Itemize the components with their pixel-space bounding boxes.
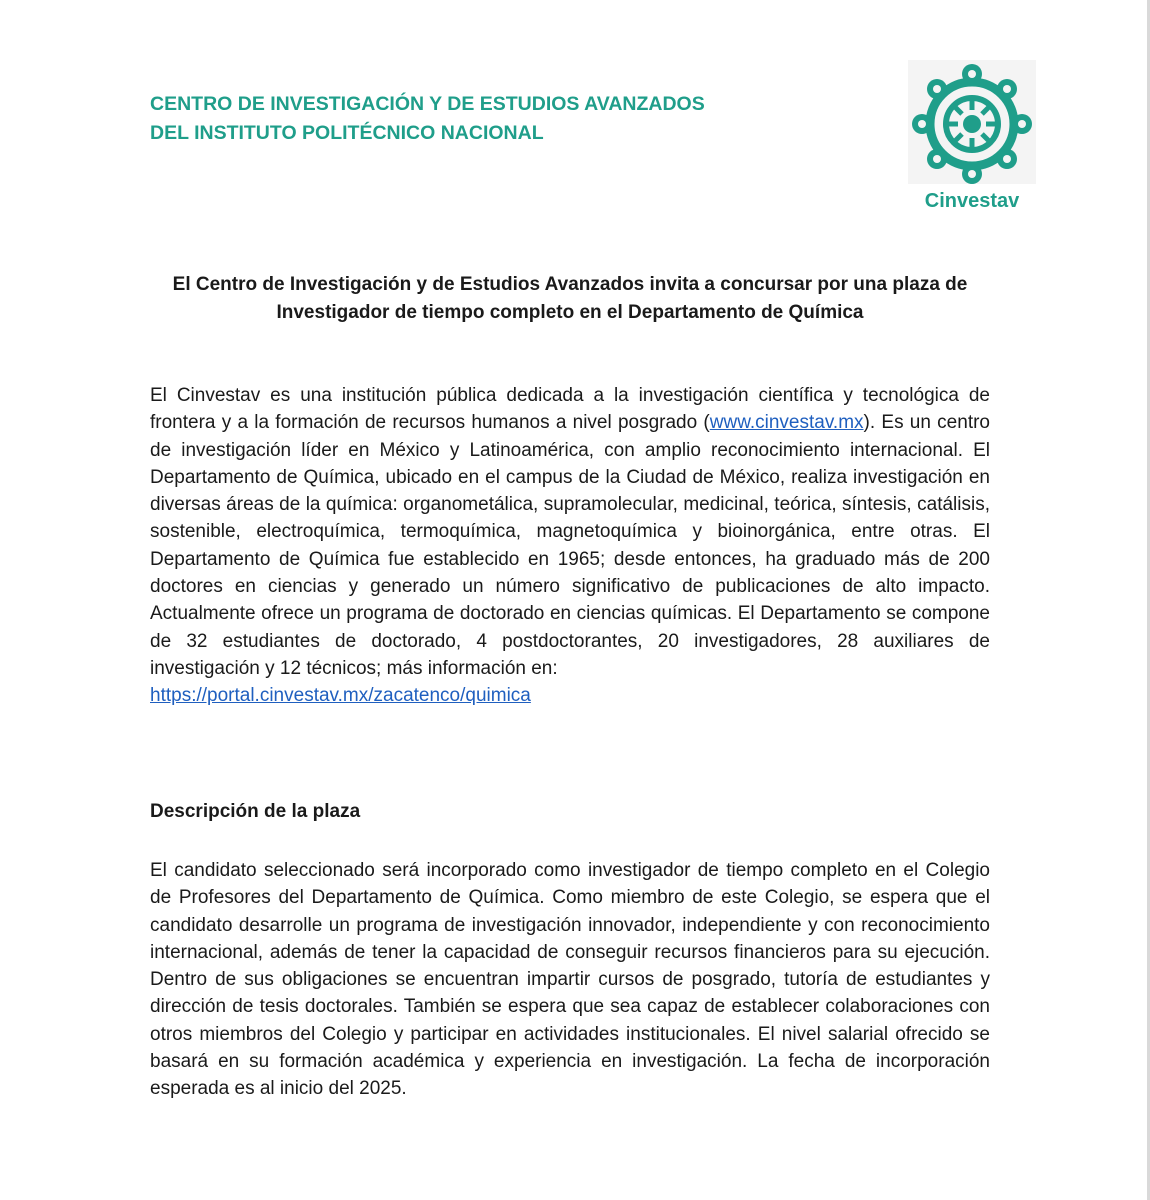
logo-label: Cinvestav <box>924 190 1020 212</box>
institution-name-line-2: DEL INSTITUTO POLITÉCNICO NACIONAL <box>150 122 544 144</box>
institution-name <box>150 90 705 148</box>
cinvestav-site-link[interactable]: www.cinvestav.mx <box>709 412 864 434</box>
intro-text-part-2: ). Es un centro de investigación líder en México y Latinoamérica, con amplio reconocimiento internacional. El Departamento de Química, ubicado en el campus de la Ciudad de México, realiza investigación en diversas áreas de la química: organometálica, supramolecular, medicinal, teórica, síntesis, catálisis, sostenible, electroquímica, termoquímica, magnetoquímica y bioinorgánica, entre otras. El Departamento de Química fue establecido en 1965; desde entonces, ha graduado más de 200 doctores en ciencias y generado un número significativo de publicaciones de alto impacto. Actualmente ofrece un programa de doctorado en ciencias químicas. El Departamento se compone de 32 estudiantes de doctorado, 4 postdoctorantes, 20 investigadores, 28 auxiliares de investigación y 12 técnicos; más información en: <box>150 412 990 679</box>
cinvestav-emblem-icon <box>908 60 1036 184</box>
announcement-line-1: El Centro de Investigación y de Estudios Avanzados invita a concursar por una plaza de <box>172 274 968 295</box>
logo-background <box>908 60 1036 184</box>
intro-paragraph <box>150 382 990 710</box>
institution-name-line-1: CENTRO DE INVESTIGACIÓN Y DE ESTUDIOS AVANZADOS <box>150 93 705 115</box>
cinvestav-logo <box>908 60 1036 220</box>
intro-text-part-1: El Cinvestav es una institución pública dedicada a la investigación científica y tecnológica de frontera y a la formación de recursos humanos a nivel posgrado ( <box>150 385 990 434</box>
description-paragraph: El candidato seleccionado será incorporado como investigador de tiempo completo en el Colegio de Profesores del Departamento de Química. Como miembro de este Colegio, se espera que el candidato desarrolle un programa de investigación innovador, independiente y con reconocimiento internacional, además de tener la capacidad de conseguir recursos financieros para su ejecución. Dentro de sus obligaciones se encuentran impartir cursos de posgrado, tutoría de estudiantes y dirección de tesis doctorales. También se espera que sea capaz de establecer colaboraciones con otros miembros del Colegio y participar en actividades institucionales. El nivel salarial ofrecido se basará en su formación académica y experiencia en investigación. La fecha de incorporación esperada es al inicio del 2025. <box>150 860 990 1100</box>
announcement-title <box>150 271 990 327</box>
chemistry-department-link[interactable]: https://portal.cinvestav.mx/zacatenco/quimica <box>150 685 531 707</box>
section-heading-description: Descripción de la plaza <box>150 801 361 822</box>
announcement-line-2: Investigador de tiempo completo en el Departamento de Química <box>276 302 864 323</box>
